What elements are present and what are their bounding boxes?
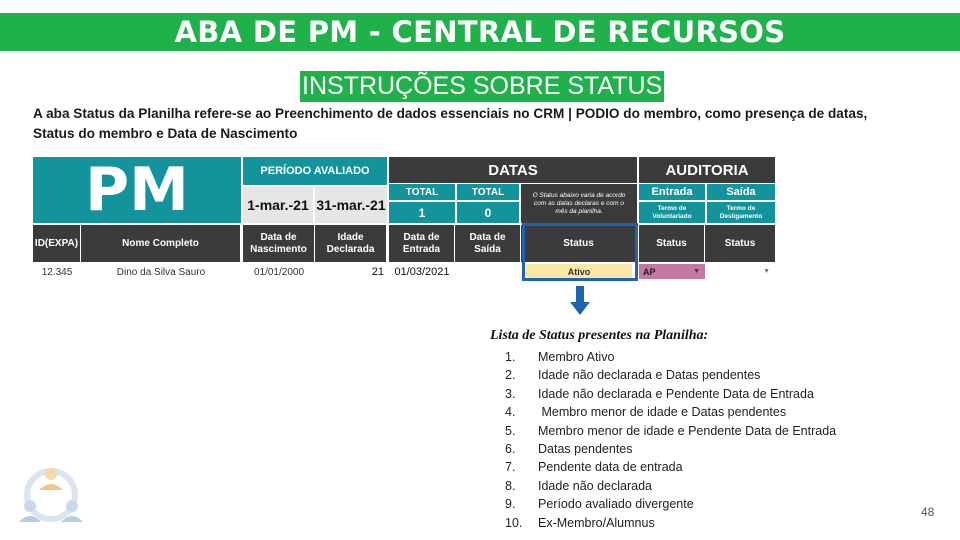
col-header-nome: Nome Completo — [81, 225, 241, 262]
list-item-label: Idade não declarada — [538, 478, 652, 493]
section-subtitle: INSTRUÇÕES SOBRE STATUS — [302, 72, 663, 100]
list-item-number: 9. — [505, 497, 516, 512]
row-idade[interactable]: 21 — [371, 266, 384, 278]
page-banner-title: ABA DE PM - CENTRAL DE RECURSOS — [0, 13, 960, 51]
col-header-id: ID(EXPA) — [33, 225, 81, 262]
intro-line-1: A aba Status da Planilha refere-se ao Preenchimento de dados essenciais no CRM | PODIO do membro, como presença de datas, — [33, 106, 868, 121]
col-header-idade: Idade Declarada — [315, 225, 387, 262]
dropdown-caret-icon: ▼ — [693, 268, 700, 275]
dropdown-caret-icon: ▼ — [763, 268, 770, 275]
periodo-end: 31-mar.-21 — [315, 187, 387, 223]
row-nome[interactable]: Dino da Silva Sauro — [116, 266, 206, 278]
row-entrada[interactable]: 01/03/2021 — [394, 266, 450, 278]
total-2-value: 0 — [457, 202, 519, 223]
total-2-label: TOTAL — [457, 184, 519, 200]
col-header-entrada: Data de Entrada — [389, 225, 455, 262]
row-id[interactable]: 12.345 — [41, 266, 73, 278]
status-column-highlight — [522, 223, 638, 281]
datas-header: DATAS — [389, 157, 637, 183]
list-item-number: 7. — [505, 460, 516, 475]
pm-label: PM — [33, 157, 241, 223]
list-item-label: Idade não declarada e Datas pendentes — [538, 368, 761, 383]
list-item-label: Período avaliado divergente — [538, 497, 694, 512]
list-item — [505, 403, 836, 421]
list-item-number: 2. — [505, 368, 516, 383]
list-item — [505, 458, 836, 476]
list-item-label: Membro Ativo — [538, 350, 615, 364]
auditoria-saida: Saída — [707, 184, 775, 200]
row-status-entrada-value: AP — [643, 266, 656, 277]
row-status-entrada-dropdown[interactable] — [639, 264, 705, 279]
list-item-label: Membro menor de idade e Pendente Data de Entrada — [538, 423, 837, 438]
list-item-label: Idade não declarada e Pendente Data de Entrada — [538, 386, 814, 401]
status-list — [505, 348, 836, 532]
auditoria-saida-sub: Termo de Desligamento — [707, 202, 775, 223]
list-item — [505, 477, 836, 495]
periodo-start: 1-mar.-21 — [243, 187, 313, 223]
list-item-number: 3. — [505, 386, 516, 401]
col-header-saida: Data de Saída — [455, 225, 521, 262]
page-number: 48 — [921, 505, 935, 519]
list-item-label: Ex-Membro/Alumnus — [538, 515, 655, 530]
datas-note: O Status abaixo varia de acordo com as datas declaras e com o mês da planilha. — [521, 184, 637, 223]
list-item-number: 6. — [505, 442, 516, 457]
list-item-number: 1. — [505, 350, 516, 364]
list-item-number: 5. — [505, 423, 516, 438]
list-item — [505, 440, 836, 458]
row-status-saida-dropdown[interactable] — [707, 264, 775, 279]
list-item-number: 8. — [505, 478, 516, 493]
list-item-number: 10. — [505, 515, 523, 530]
auditoria-header: AUDITORIA — [639, 157, 775, 183]
list-item — [505, 348, 836, 366]
col-header-status: Status — [521, 225, 637, 262]
list-item — [505, 514, 836, 532]
list-item — [505, 385, 836, 403]
row-nascimento[interactable]: 01/01/2000 — [253, 266, 305, 278]
team-logo-icon — [18, 462, 84, 528]
intro-line-2: Status do membro e Data de Nascimento — [33, 126, 298, 141]
list-item-label: Pendente data de entrada — [538, 460, 683, 475]
list-item-label: Membro menor de idade e Datas pendentes — [538, 405, 787, 420]
intro-text — [33, 104, 948, 144]
total-1-label: TOTAL — [389, 184, 455, 200]
down-arrow-icon — [569, 286, 591, 316]
list-item-label: Datas pendentes — [538, 442, 633, 457]
row-status-ativo[interactable]: Ativo — [526, 264, 632, 279]
col-header-nascimento: Data de Nascimento — [243, 225, 315, 262]
auditoria-entrada-sub: Termo de Voluntariado — [639, 202, 705, 223]
status-list-title: Lista de Status presentes na Planilha: — [490, 328, 709, 343]
list-item — [505, 366, 836, 384]
total-1-value: 1 — [389, 202, 455, 223]
col-header-status-saida: Status — [705, 225, 775, 262]
spreadsheet-example — [33, 157, 775, 281]
list-item-number: 4. — [505, 405, 516, 420]
list-item — [505, 422, 836, 440]
row-saida[interactable] — [455, 263, 521, 281]
list-item — [505, 495, 836, 513]
periodo-header: PERÍODO AVALIADO — [243, 157, 387, 185]
auditoria-entrada: Entrada — [639, 184, 705, 200]
col-header-status-entrada: Status — [639, 225, 705, 262]
